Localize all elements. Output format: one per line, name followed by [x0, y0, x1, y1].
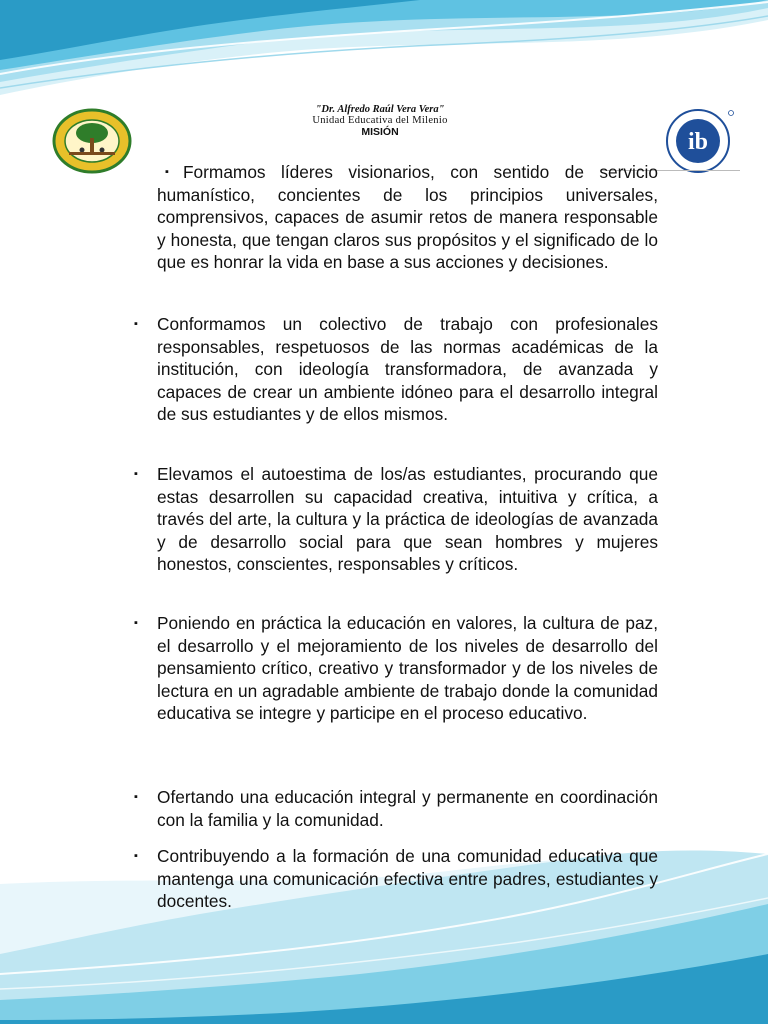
list-item [134, 612, 658, 725]
list-item-text: Elevamos el autoestima de los/as estudiantes, procurando que estas desarrollen su capacidad creativa, intuitiva y crítica, a través del arte, la cultura y la práctica de ideologías de avanzada y de desarrollo social para que sean hombres y mujeres honestos, conscientes, responsables y críticos. [157, 464, 658, 575]
bullet-icon: ▪ [134, 791, 138, 803]
list-item-text: Formamos líderes visionarios, con sentido de servicio humanístico, concientes de los principios universales, comprensivos, capaces de asumir retos de manera responsable y honesta, que tengan claros sus propósitos y el significado de lo que es honrar la vida en base a sus acciones y decisiones. [157, 162, 658, 273]
ib-logo [658, 108, 738, 174]
list-item [134, 313, 658, 426]
school-logo [52, 108, 132, 174]
school-name: "Dr. Alfredo Raúl Vera Vera" [315, 104, 445, 115]
list-item [134, 845, 658, 913]
list-item-text: Poniendo en práctica la educación en valores, la cultura de paz, el desarrollo y el mejoramiento de los niveles de desarrollo del pensamiento crítico, creativo y transformador y de los niveles de lectura en un agradable ambiente de trabajo donde la comunidad educativa se integre y participe en el proceso educativo. [157, 613, 658, 724]
list-item [134, 463, 658, 576]
section-title: MISIÓN [361, 126, 399, 138]
bullet-icon: ▪ [165, 166, 169, 178]
ib-logo-text: ib [687, 129, 709, 155]
list-item [157, 161, 658, 274]
list-item-text: Ofertando una educación integral y permanente en coordinación con la familia y la comunidad. [157, 787, 658, 830]
document-header [250, 104, 510, 138]
top-wave-decoration [0, 0, 768, 110]
bullet-icon: ▪ [134, 617, 138, 629]
bullet-icon: ▪ [134, 318, 138, 330]
list-item-text: Contribuyendo a la formación de una comunidad educativa que mantenga una comunicación efectiva entre padres, estudiantes y docentes. [157, 846, 658, 912]
list-item [134, 786, 658, 831]
school-unit: Unidad Educativa del Milenio [312, 115, 448, 126]
bullet-icon: ▪ [134, 850, 138, 862]
list-item-text: Conformamos un colectivo de trabajo con profesionales responsables, respetuosos de las normas académicas de la institución, con ideología transformadora, de avanzada y capaces de crear un ambiente idóneo para el desarrollo integral de sus estudiantes y de ellos mismos. [157, 314, 658, 425]
bullet-icon: ▪ [134, 468, 138, 480]
